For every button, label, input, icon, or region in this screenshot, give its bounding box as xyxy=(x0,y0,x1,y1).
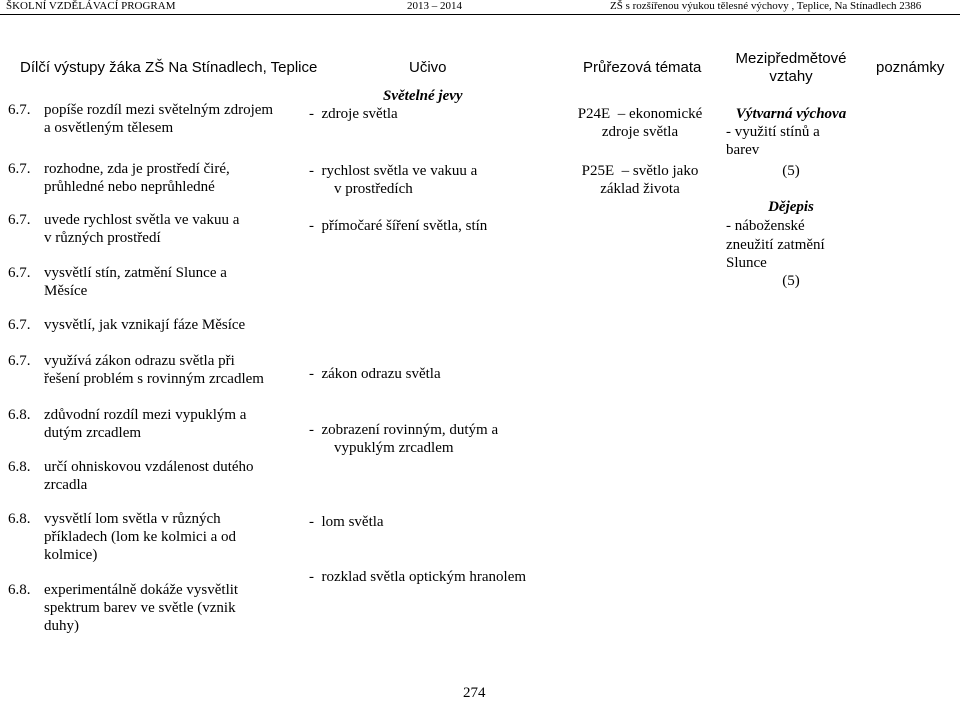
school-program-title: ŠKOLNÍ VZDĚLÁVACÍ PROGRAM xyxy=(6,0,176,12)
outcome-text: využívá zákon odrazu světla při řešení problém s rovinným zrcadlem xyxy=(44,353,264,387)
curriculum-item: - přímočaré šíření světla, stín xyxy=(309,218,488,234)
outcome-num: 6.7. xyxy=(8,102,31,118)
outcome-num: 6.7. xyxy=(8,212,31,228)
outcome-num: 6.7. xyxy=(8,161,31,177)
curriculum-item: - rozklad světla optickým hranolem xyxy=(309,569,527,585)
curriculum-item: - zákon odrazu světla xyxy=(309,366,441,382)
crosssubject-count: (5) xyxy=(782,163,800,179)
outcome-text: popíše rozdíl mezi světelným zdrojem a osvětleným tělesem xyxy=(44,102,274,136)
theme-item: P24E – ekonomické zdroje světla xyxy=(577,106,703,140)
curriculum-item: - lom světla xyxy=(309,514,384,530)
outcome-text: zdůvodní rozdíl mezi vypuklým a dutým zrcadlem xyxy=(44,407,247,441)
outcome-num: 6.7. xyxy=(8,265,31,281)
col-crosssubject-header-line1: Mezipředmětové xyxy=(735,50,847,67)
outcome-text: vysvětlí, jak vznikají fáze Měsíce xyxy=(44,317,246,333)
theme-item: P25E – světlo jako základ života xyxy=(581,163,699,197)
outcome-text: uvede rychlost světla ve vakuu a v různých prostředí xyxy=(44,212,240,246)
crosssubject-title: Dějepis xyxy=(768,199,814,215)
outcome-num: 6.8. xyxy=(8,407,31,423)
outcome-text: experimentálně dokáže vysvětlit spektrum barev ve světle (vznik duhy) xyxy=(44,582,239,634)
curriculum-heading: Světelné jevy xyxy=(383,88,463,104)
outcome-text: rozhodne, zda je prostředí čiré, průhledné nebo neprůhledné xyxy=(44,161,230,195)
outcome-num: 6.7. xyxy=(8,353,31,369)
outcome-text: vysvětlí stín, zatmění Slunce a Měsíce xyxy=(44,265,227,299)
col-crosssubject-header-line2: vztahy xyxy=(769,68,813,85)
school-years: 2013 – 2014 xyxy=(407,0,462,12)
col-crosssubject-header xyxy=(733,50,849,86)
crosssubject-count: (5) xyxy=(782,273,800,289)
col-outcomes-header: Dílčí výstupy žáka ZŠ Na Stínadlech, Teplice xyxy=(20,59,318,76)
curriculum-item: - zobrazení rovinným, dutým a vypuklým zrcadlem xyxy=(309,422,499,456)
outcome-text: určí ohniskovou vzdálenost dutého zrcadla xyxy=(44,459,254,493)
curriculum-item: - rychlost světla ve vakuu a v prostředích xyxy=(309,163,478,197)
col-themes-header: Průřezová témata xyxy=(583,59,702,76)
crosssubject-detail: - využití stínů a xyxy=(726,124,820,140)
page-number: 274 xyxy=(463,685,486,701)
col-notes-header: poznámky xyxy=(876,59,945,76)
outcome-text: vysvětlí lom světla v různých příkladech (lom ke kolmici a od kolmice) xyxy=(44,511,237,563)
outcome-num: 6.8. xyxy=(8,459,31,475)
crosssubject-detail: Slunce xyxy=(726,255,767,271)
crosssubject-title: Výtvarná výchova xyxy=(735,106,847,122)
curriculum-item: - zdroje světla xyxy=(309,106,398,122)
crosssubject-detail: - náboženské xyxy=(726,218,805,234)
header-rule xyxy=(0,14,960,15)
outcome-num: 6.8. xyxy=(8,511,31,527)
outcome-num: 6.7. xyxy=(8,317,31,333)
crosssubject-detail: zneužití zatmění xyxy=(726,237,825,253)
outcome-num: 6.8. xyxy=(8,582,31,598)
col-curriculum-header: Učivo xyxy=(409,59,447,76)
school-subtitle: ZŠ s rozšířenou výukou tělesné výchovy , Teplice, Na Stínadlech 2386 xyxy=(610,0,922,12)
crosssubject-detail: barev xyxy=(726,142,760,158)
